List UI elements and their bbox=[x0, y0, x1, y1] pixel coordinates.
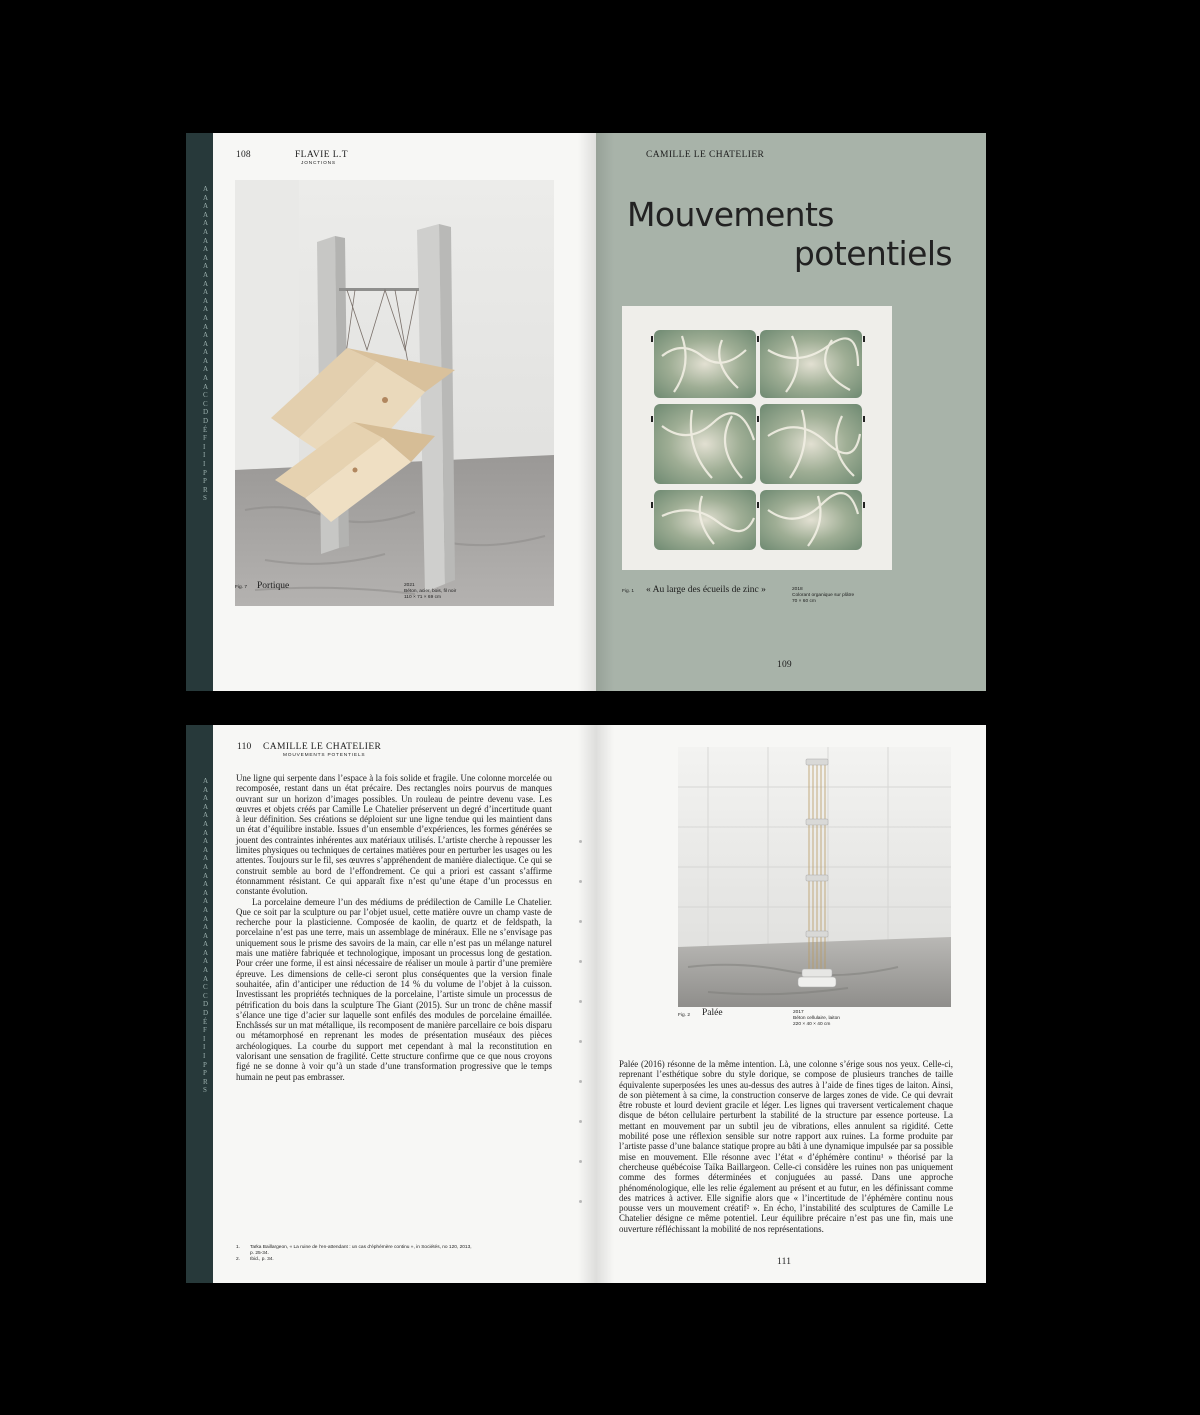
book-spread-top bbox=[186, 133, 986, 691]
spine-letter: I bbox=[203, 451, 206, 460]
figure-dimensions: 110 × 71 × 69 cm bbox=[404, 595, 441, 600]
running-head: CAMILLE LE CHATELIER bbox=[646, 150, 765, 160]
spine-letter: I bbox=[203, 1043, 206, 1052]
figure-title: « Au large des écueils de zinc » bbox=[646, 585, 766, 595]
spine-letter: A bbox=[203, 339, 209, 348]
running-subhead: JONCTIONS bbox=[301, 161, 336, 166]
artwork-photo-palee bbox=[678, 747, 951, 1007]
footnote: 1. Taïka Baillargeon, « La ruine de l’en-attendant : un cas d’éphémère continu », in Sociétés, no 120, 2013, p. 25-34. bbox=[236, 1245, 472, 1257]
tiles-illustration bbox=[622, 306, 892, 570]
paragraph: Une ligne qui serpente dans l’espace à la fois solide et fragile. Une colonne morcelée ou recomposée, restant dans un état précaire. Des rectangles noirs pourvus de manques ouvrant sur un horizon d’images possibles. Un rouleau de peintre devenu vase. Les œuvres et objets créés par Camille Le Chatelier préservent un degré d’incertitude quant à leur définition. Ses créations se déploient sur une ligne tendue qui les maintient dans un état d’équilibre instable. Issues d’un ensemble d’expériences, les formes générées se jouent des contraintes inhérentes aux matériaux utilisés. L’artiste cherche à repousser les limites physiques ou techniques de certaines matières pour en perturber les usages ou les attentes. Toujours sur le fil, ses œuvres s’appréhendent de manière dialectique. Ce qui se construit semble au bord de l’effondrement. Ce qui a priori est cassant s’affirme étonnamment résistant. Ce qui apparaît fixe n’est qu’une étape d’un processus en constante évolution. bbox=[236, 773, 552, 897]
spine-letter: P bbox=[203, 468, 207, 477]
spine-text bbox=[203, 777, 213, 1095]
spine-letter: A bbox=[203, 382, 209, 391]
running-head: FLAVIE L.T bbox=[295, 150, 348, 160]
spine-letter: A bbox=[203, 348, 209, 357]
spine-letter: A bbox=[203, 185, 209, 193]
spine-letter: A bbox=[203, 811, 209, 820]
spine-letter: A bbox=[203, 305, 209, 314]
footnote: 2. Ibid., p. 34. bbox=[236, 1257, 274, 1263]
spine-letter: A bbox=[203, 785, 209, 794]
running-subhead: MOUVEMENTS POTENTIELS bbox=[283, 753, 366, 758]
spine-letter: A bbox=[203, 923, 209, 932]
spine-letter: A bbox=[203, 931, 209, 940]
spine-letter: F bbox=[203, 1026, 207, 1035]
figure-materials: Colorant organique sur plâtre bbox=[792, 593, 855, 598]
page-number: 110 bbox=[237, 742, 252, 752]
book-spread-bottom bbox=[186, 725, 986, 1283]
spine-letter: A bbox=[203, 828, 209, 837]
spine-letter: P bbox=[203, 1060, 207, 1069]
paragraph: La porcelaine demeure l’un des médiums de prédilection de Camille Le Chatelier. Que ce soit par la sculpture ou par l’objet usuel, cette matière ouvre un champ vaste de recherche pour la plasticienne. Composée de kaolin, de quartz et de feldspath, la porcelaine n’est pas une terre, mais un assemblage de minéraux. Elle ne s’envisage pas uniquement sous le prisme des savoirs de la main, car elle n’est pas un mélange naturel mais une matière fabriquée et technologique, imposant un processus long de gestation. Pour créer une forme, il est ainsi nécessaire de réaliser un moule à partir d’une première épreuve. Les dimensions de celle-ci seront plus conséquentes que la version finale souhaitée, afin d’anticiper une réduction de 14 % du volume de l’objet à la cuisson. Investissant les propriétés techniques de la porcelaine, l’artiste simule un processus de pétrification du bois dans la sculpture The Giant (2015). Sur un tronc de chêne massif s’élance une tige d’acier sur laquelle sont enfilés des modules de porcelaine émaillée. Enchâssés sur un mat métallique, ils recomposent de manière parcellaire ce bois disparu ou métamorphosé en reprenant les modes de présentation muséaux des pièces archéologiques. La courbe du support met cependant à mal la reconstitution en valorisant une sensation de fragilité. Cette structure confirme que ce que nous croyons figé ne se donne à voir qu’à un stade d’une transformation progressive que le temps humain ne peut pas embrasser. bbox=[236, 896, 552, 1082]
spine-letter: A bbox=[203, 940, 209, 949]
footnotes bbox=[236, 1245, 476, 1264]
spine-letter: A bbox=[203, 356, 209, 365]
spine-letter: A bbox=[203, 802, 209, 811]
title-line-1: Mouvements bbox=[627, 195, 834, 234]
spine-letter: C bbox=[203, 399, 208, 408]
title-line-2: potentiels bbox=[793, 234, 952, 273]
gutter-shadow bbox=[578, 725, 596, 1283]
spine-letter: A bbox=[203, 905, 209, 914]
figure-dimensions: 70 × 60 cm bbox=[792, 599, 816, 604]
portique-illustration bbox=[235, 180, 554, 606]
spine-letter: D bbox=[203, 408, 209, 417]
spine-letter: A bbox=[203, 262, 209, 271]
running-head: CAMILLE LE CHATELIER bbox=[263, 742, 382, 752]
artwork-photo-tiles bbox=[622, 306, 892, 570]
figure-label: Fig. 1 bbox=[622, 589, 634, 594]
spine-letter: A bbox=[203, 948, 209, 957]
spine-letter: R bbox=[203, 485, 208, 494]
spine-letter: É bbox=[203, 425, 208, 434]
spine-letter: A bbox=[203, 253, 209, 262]
body-text bbox=[619, 1059, 953, 1234]
spine-letter: I bbox=[203, 1052, 206, 1060]
spine-letter: A bbox=[203, 322, 209, 331]
paragraph: Palée (2016) résonne de la même intention. Là, une colonne s’érige sous nos yeux. Celle-ci, reprenant l’esthétique sobre du style dorique, se compose de plusieurs tranches de taille équivalente superposées les unes au-dessus des autres à l’aide de fines tiges de laiton. Ainsi, de son piètement à sa cime, la construction conserve de larges zones de vide. Ce qui devrait être robuste et lourd devient gracile et léger. Les lignes qui traversent verticalement chaque disque de béton cellulaire perturbent la stabilité de la structure par essence porteuse. La mettant en mouvement par un subtil jeu de vibrations, elles annulent sa rigidité. Cette mobilité pose une réflexion sensible sur notre rapport aux ruines. La forme produite par l’artiste passe d’une balance statique propre au bâti à une dynamique impulsée par sa possible mise en mouvement. Elle résonne avec l’état « d’éphémère continu¹ » théorisé par la chercheuse québécoise Taïka Baillargeon. Celle-ci considère les ruines non pas uniquement comme des formes déterminées et conjuguées au passé. Dans une approche phénoménologique, elle les relie également au présent et au futur, en les définissant comme des matrices à activer. Elle signifie alors que « l’incertitude de l’éphémère continu nous pousse vers un mouvement créatif² ». En écho, l’instabilité des sculptures de Camille Le Chatelier désigne ce même potentiel. Leur équilibre précaire n’est pas une fin, mais une ouverture réfléchissant la mobilité de nos représentations. bbox=[619, 1059, 953, 1234]
book-spine bbox=[186, 725, 213, 1283]
figure-materials: Béton, acier, bois, fil noir bbox=[404, 589, 457, 594]
spine-letter: A bbox=[203, 365, 209, 374]
spine-letter: R bbox=[203, 1077, 208, 1086]
spine-letter: A bbox=[203, 219, 209, 228]
spine-letter: F bbox=[203, 434, 207, 443]
gutter-shadow bbox=[596, 725, 614, 1283]
spine-letter: A bbox=[203, 845, 209, 854]
spine-letter: A bbox=[203, 331, 209, 340]
spine-text bbox=[203, 185, 213, 503]
spine-letter: I bbox=[203, 460, 206, 468]
spine-letter: A bbox=[203, 288, 209, 297]
gutter-shadow bbox=[596, 133, 614, 691]
figure-year: 2017 bbox=[793, 1010, 804, 1015]
spine-letter: A bbox=[203, 227, 209, 236]
spine-letter: A bbox=[203, 270, 209, 279]
spine-letter: P bbox=[203, 477, 207, 486]
spine-letter: I bbox=[203, 442, 206, 451]
figure-dimensions: 220 × 40 × 40 cm bbox=[793, 1022, 831, 1027]
spine-letter: A bbox=[203, 313, 209, 322]
figure-year: 2021 bbox=[404, 583, 415, 588]
page-number: 109 bbox=[777, 660, 792, 670]
spine-letter: A bbox=[203, 862, 209, 871]
spine-letter: A bbox=[203, 245, 209, 254]
figure-meta bbox=[792, 587, 912, 605]
spine-letter: A bbox=[203, 210, 209, 219]
page-110 bbox=[213, 725, 596, 1283]
spine-letter: A bbox=[203, 296, 209, 305]
spine-letter: A bbox=[203, 957, 209, 966]
page-number: 111 bbox=[777, 1257, 792, 1267]
spine-letter: S bbox=[203, 1086, 207, 1095]
article-title bbox=[596, 195, 952, 273]
spine-letter: S bbox=[203, 494, 207, 503]
spine-letter: A bbox=[203, 279, 209, 288]
spine-letter: A bbox=[203, 897, 209, 906]
spine-letter: A bbox=[203, 837, 209, 846]
figure-title: Palée bbox=[702, 1008, 723, 1018]
body-text bbox=[236, 773, 552, 1082]
spine-letter: A bbox=[203, 880, 209, 889]
palee-illustration bbox=[678, 747, 951, 1007]
spine-letter: D bbox=[203, 1000, 209, 1009]
spine-letter: I bbox=[203, 1034, 206, 1043]
figure-meta bbox=[404, 583, 524, 601]
spine-letter: É bbox=[203, 1017, 208, 1026]
figure-meta bbox=[793, 1010, 913, 1028]
page-number: 108 bbox=[236, 150, 251, 160]
spine-letter: A bbox=[203, 236, 209, 245]
spine-letter: D bbox=[203, 417, 209, 426]
book-spine bbox=[186, 133, 213, 691]
spine-letter: A bbox=[203, 966, 209, 975]
spine-letter: A bbox=[203, 193, 209, 202]
spine-letter: A bbox=[203, 888, 209, 897]
figure-materials: Béton cellulaire, laiton bbox=[793, 1016, 840, 1021]
spine-letter: A bbox=[203, 777, 209, 785]
gutter-shadow bbox=[578, 133, 596, 691]
page-108 bbox=[213, 133, 596, 691]
page-109 bbox=[596, 133, 986, 691]
spine-letter: A bbox=[203, 854, 209, 863]
spine-letter: D bbox=[203, 1009, 209, 1018]
figure-year: 2018 bbox=[792, 587, 803, 592]
artwork-photo-portique bbox=[235, 180, 554, 606]
spine-letter: C bbox=[203, 983, 208, 992]
spine-letter: A bbox=[203, 819, 209, 828]
figure-label: Fig. 2 bbox=[678, 1013, 690, 1018]
spine-letter: A bbox=[203, 374, 209, 383]
figure-label: Fig. 7 bbox=[235, 585, 247, 590]
spine-letter: C bbox=[203, 991, 208, 1000]
spine-letter: A bbox=[203, 974, 209, 983]
spine-letter: P bbox=[203, 1069, 207, 1078]
figure-title: Portique bbox=[257, 581, 290, 591]
spine-letter: A bbox=[203, 914, 209, 923]
spine-letter: A bbox=[203, 202, 209, 211]
spine-letter: A bbox=[203, 794, 209, 803]
page-111 bbox=[596, 725, 986, 1283]
spine-letter: A bbox=[203, 871, 209, 880]
spine-letter: C bbox=[203, 391, 208, 400]
